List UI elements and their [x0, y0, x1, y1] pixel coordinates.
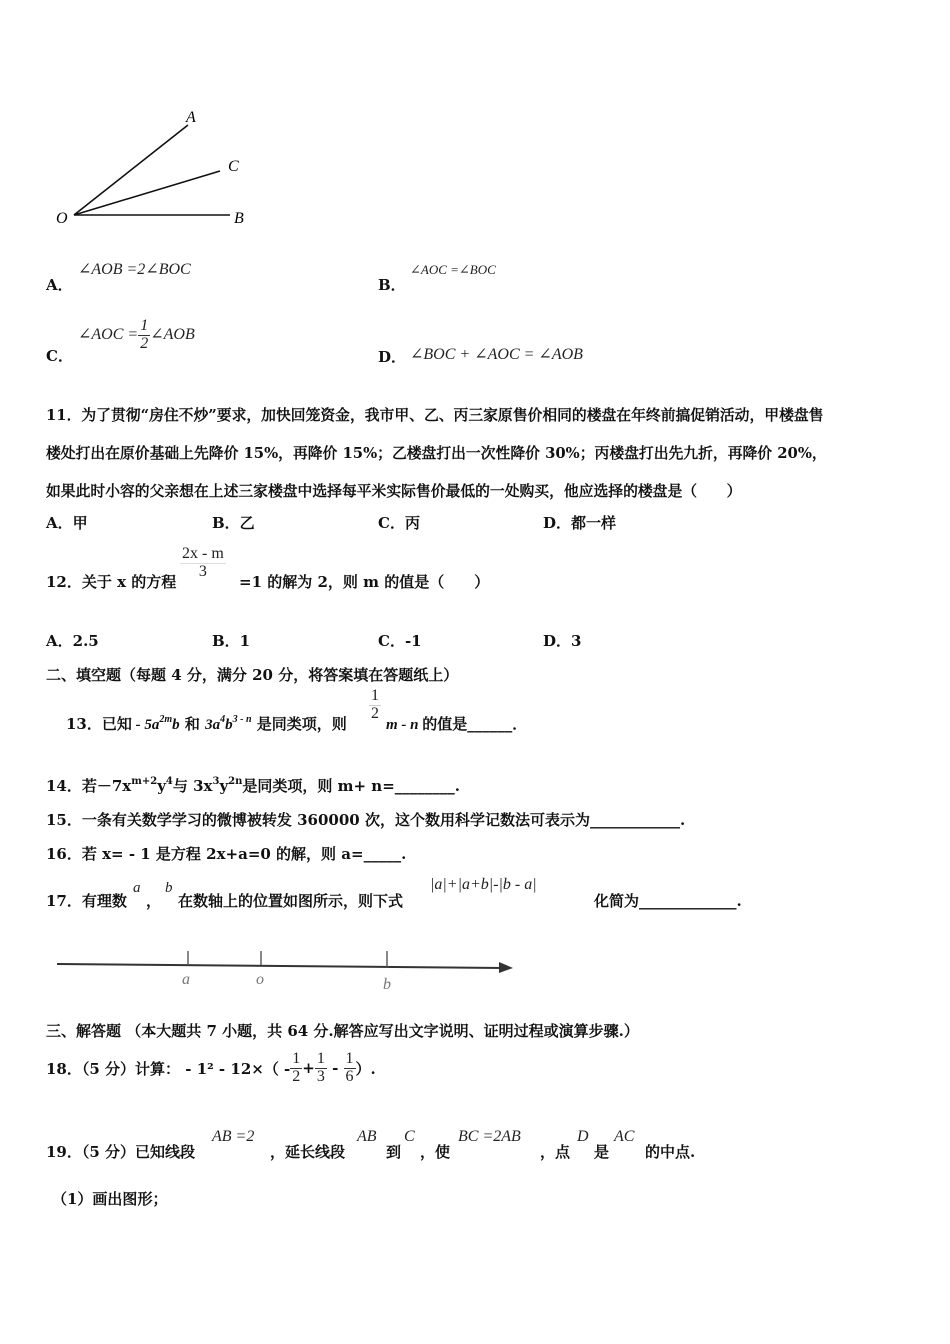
- section-3-heading: 三、解答题 （本大题共 7 小题，共 64 分.解答应写出文字说明、证明过程或演算步骤.）: [46, 1022, 639, 1040]
- q10-option-a-letter: A．: [46, 276, 73, 294]
- q12-option-a: A．2.5: [46, 632, 99, 650]
- angle-figure: [50, 100, 270, 235]
- number-line-axis: [57, 964, 503, 968]
- q12-option-d: D．3: [543, 632, 582, 650]
- q10-c-frac-num: 1: [140, 317, 149, 334]
- section-2-heading: 二、填空题（每题 4 分，满分 20 分，将答案填在答题纸上）: [46, 666, 459, 684]
- ray-oa: [74, 125, 188, 215]
- label-o: O: [56, 210, 68, 227]
- q10-c-frac: [138, 318, 150, 353]
- q18-minus: -: [326, 1059, 344, 1077]
- q19-e4: BC =2AB: [458, 1128, 521, 1145]
- q10-option-d-expr: ∠BOC + ∠AOC = ∠AOB: [410, 346, 583, 363]
- q10-option-c-expr: [78, 318, 195, 353]
- q10-option-c-letter: C．: [46, 347, 73, 365]
- q13-p1: 13．已知: [66, 715, 132, 733]
- q12-frac-num: 2x - m: [182, 545, 224, 562]
- q18-line: [46, 1046, 376, 1090]
- q15-line: 15．一条有关数学学习的微博被转发 360000 次，这个数用科学记数法可表示为____________.: [46, 811, 686, 829]
- q13-frac-num: 1: [371, 687, 379, 704]
- number-line-label-a: a: [182, 971, 190, 988]
- q16-line: 16．若 x= - 1 是方程 2x+a=0 的解，则 a=_____.: [46, 845, 407, 863]
- q18-frac-1: $\frac{1}{2}$: [292, 1049, 301, 1085]
- q13-p3: 是同类项，则: [251, 715, 347, 733]
- q19-p6: 是: [594, 1143, 610, 1161]
- number-line: [55, 945, 525, 997]
- q11-line2: 楼处打出在原价基础上先降价 15%，再降价 15%；乙楼盘打出一次性降价 30%；丙楼盘打出先九折，再降价 20%，: [46, 445, 827, 462]
- q12-option-c: C．-1: [378, 632, 422, 650]
- q14-line: 14．若$-7x^{m+2}y^4$与 $3x^3y^{2n}$是同类项，则 m+ n=________.: [46, 776, 460, 795]
- q19-e2: AB: [357, 1128, 377, 1145]
- q19-p3: 到: [386, 1143, 402, 1161]
- q10-c-right: ∠AOB: [150, 325, 195, 343]
- label-b: B: [234, 210, 244, 227]
- q19-e5: D: [577, 1128, 589, 1145]
- q11-line1: 11．为了贯彻“房住不炒”要求，加快回笼资金，我市甲、乙、丙三家原售价相同的楼盘在年终前搞促销活动，甲楼盘售: [46, 407, 824, 424]
- q10-option-d-letter: D．: [378, 348, 407, 366]
- q17-prefix: 17．有理数: [46, 892, 127, 910]
- q12-prefix: 12．关于 x 的方程: [46, 573, 177, 591]
- q17-a: a: [133, 880, 141, 896]
- ray-oc: [74, 171, 220, 215]
- q12-suffix: =1 的解为 2，则 m 的值是（ ）: [239, 573, 490, 591]
- q11-line3: 如果此时小容的父亲想在上述三家楼盘中选择每平米实际售价最低的一处购买，他应选择的楼盘是（ ）: [46, 483, 742, 500]
- q18-plus: +: [302, 1059, 315, 1077]
- q11-option-a: A．甲: [46, 514, 88, 532]
- q19-e1: AB =2: [212, 1128, 255, 1145]
- q19-p2: ，延长线段: [270, 1143, 346, 1161]
- q17-expr: |a|+|a+b|-|b - a|: [430, 876, 537, 893]
- q17-suffix: 化简为_____________.: [594, 892, 742, 910]
- q12-fraction: [180, 546, 226, 581]
- q19-p4: ，使: [420, 1143, 451, 1161]
- number-line-label-b: b: [383, 976, 391, 993]
- q11-option-c: C．丙: [378, 514, 420, 532]
- q18-p1: 18．（5 分）计算： - 1² - 12×（ -: [46, 1059, 291, 1078]
- q13-p4: m - n: [386, 717, 423, 733]
- q10-option-a-expr: ∠AOB =2∠BOC: [78, 261, 191, 278]
- number-line-label-o: o: [256, 971, 264, 988]
- label-a: A: [186, 109, 196, 126]
- q17-b: b: [165, 880, 173, 896]
- q13-tail: [386, 713, 527, 734]
- q12-frac-den: 3: [180, 563, 226, 581]
- q13-p2: 和: [179, 715, 206, 733]
- q17-middle: 在数轴上的位置如图所示，则下式: [178, 892, 404, 910]
- q19-sub1: （1）画出图形；: [52, 1190, 168, 1208]
- q10-c-frac-den: 2: [140, 334, 149, 352]
- label-c: C: [228, 158, 239, 175]
- q13-term1: - $5a^{2m}b$: [131, 714, 180, 733]
- q19-p1: 19．（5 分）已知线段: [46, 1143, 196, 1161]
- q18-p2: ）.: [355, 1059, 376, 1078]
- q10-c-left: ∠AOC =: [78, 325, 139, 343]
- q12-option-b: B．1: [212, 632, 251, 650]
- q19-p7: 的中点.: [645, 1143, 696, 1161]
- q13-line: [66, 713, 347, 734]
- q18-frac-3: $\frac{1}{6}$: [345, 1049, 354, 1085]
- q13-fraction: [369, 688, 381, 723]
- number-line-arrow: [499, 962, 513, 973]
- q19-e3: C: [404, 1128, 415, 1145]
- q13-term2: $3a^4b^{3 - n}$: [205, 714, 252, 733]
- q11-option-d: D．都一样: [543, 514, 617, 532]
- q13-p5: 的值是______．: [422, 715, 528, 733]
- q10-option-b-expr: ∠AOC =∠BOC: [410, 262, 496, 277]
- q18-frac-2: $\frac{1}{3}$: [316, 1049, 325, 1085]
- q17-comma: ，: [146, 892, 162, 910]
- q11-option-b: B．乙: [212, 514, 255, 532]
- q10-option-b-letter: B．: [378, 276, 406, 294]
- q13-frac-den: 2: [371, 704, 379, 722]
- q19-p5: ，点: [540, 1143, 571, 1161]
- q19-e6: AC: [614, 1128, 635, 1145]
